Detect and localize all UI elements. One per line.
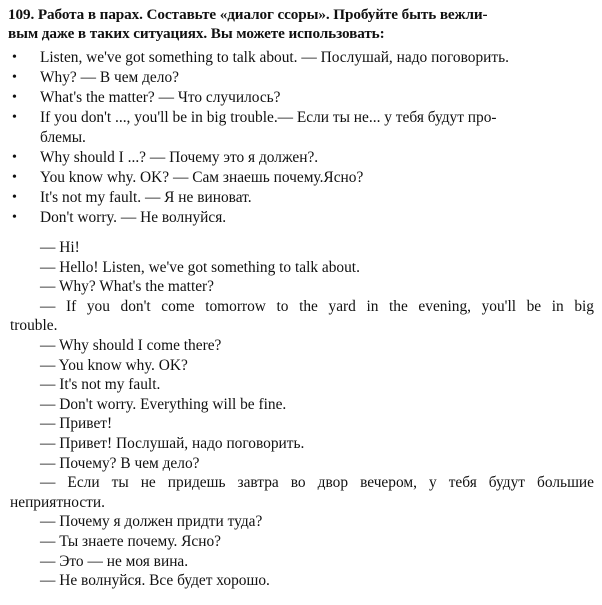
- phrase-item: [0, 208, 602, 228]
- dialog-line-first: — Если ты не придешь завтра во двор вечером, у тебя будут большие: [40, 474, 594, 492]
- bullet-icon: •: [12, 50, 17, 65]
- heading-line-2: вым даже в таких ситуациях. Вы можете использовать:: [8, 25, 385, 42]
- phrase-item: [0, 108, 602, 148]
- phrase-item: [0, 88, 602, 108]
- dialog-line-wrapped: [0, 297, 602, 336]
- phrase-text: If you don't ..., you'll be in big trouble.— Если ты не... у тебя будут про-: [40, 109, 497, 126]
- dialog-line: — Привет! Послушай, надо поговорить.: [40, 434, 305, 452]
- phrase-item: [0, 148, 602, 168]
- dialog-line-rest: trouble.: [10, 317, 58, 335]
- phrase-continuation: блемы.: [40, 129, 86, 146]
- dialog-line: — Don't worry. Everything will be fine.: [40, 395, 287, 413]
- dialog-line: — Why should I come there?: [40, 336, 222, 354]
- dialog-line-first: — If you don't come tomorrow to the yard in the evening, you'll be in big: [40, 297, 594, 315]
- bullet-icon: •: [12, 90, 17, 105]
- bullet-icon: •: [12, 190, 17, 205]
- dialog-line: — Это — не моя вина.: [40, 552, 189, 570]
- phrase-item: [0, 188, 602, 208]
- phrase-list: [0, 48, 602, 228]
- dialog-block: [0, 238, 602, 591]
- phrase-text: Why? — В чем дело?: [40, 69, 179, 86]
- dialog-line: — Why? What's the matter?: [40, 278, 215, 296]
- dialog-line: — You know why. OK?: [40, 356, 188, 374]
- dialog-line: — Почему я должен придти туда?: [40, 513, 263, 531]
- phrase-text: Don't worry. — Не волнуйся.: [40, 209, 227, 226]
- dialog-line: — Привет!: [40, 415, 113, 433]
- phrase-text: Listen, we've got something to talk about. — Послушай, надо поговорить.: [40, 49, 510, 66]
- dialog-line: — Hi!: [40, 239, 80, 256]
- bullet-icon: •: [12, 110, 17, 125]
- phrase-item: [0, 168, 602, 188]
- dialog-line: — Hello! Listen, we've got something to talk about.: [40, 258, 360, 276]
- dialog-line: — It's not my fault.: [40, 376, 161, 394]
- phrase-text: It's not my fault. — Я не виноват.: [40, 189, 252, 206]
- dialog-line: — Не волнуйся. Все будет хорошо.: [40, 572, 270, 590]
- phrase-text: You know why. OK? — Сам знаешь почему.Ясно?: [40, 169, 364, 186]
- exercise-heading: [8, 5, 596, 43]
- phrase-item: [0, 68, 602, 88]
- dialog-line: — Почему? В чем дело?: [40, 454, 200, 472]
- bullet-icon: •: [12, 150, 17, 165]
- phrase-text: What's the matter? — Что случилось?: [40, 89, 281, 106]
- phrase-item: [0, 48, 602, 68]
- bullet-icon: •: [12, 70, 17, 85]
- dialog-line-rest: неприятности.: [10, 493, 105, 511]
- dialog-line: — Ты знаете почему. Ясно?: [40, 532, 221, 550]
- dialog-line-wrapped: [0, 473, 602, 512]
- bullet-icon: •: [12, 170, 17, 185]
- heading-line-1: 109. Работа в парах. Составьте «диалог ссоры». Пробуйте быть вежли-: [8, 6, 488, 23]
- phrase-text: Why should I ...? — Почему это я должен?.: [40, 149, 319, 166]
- bullet-icon: •: [12, 210, 17, 225]
